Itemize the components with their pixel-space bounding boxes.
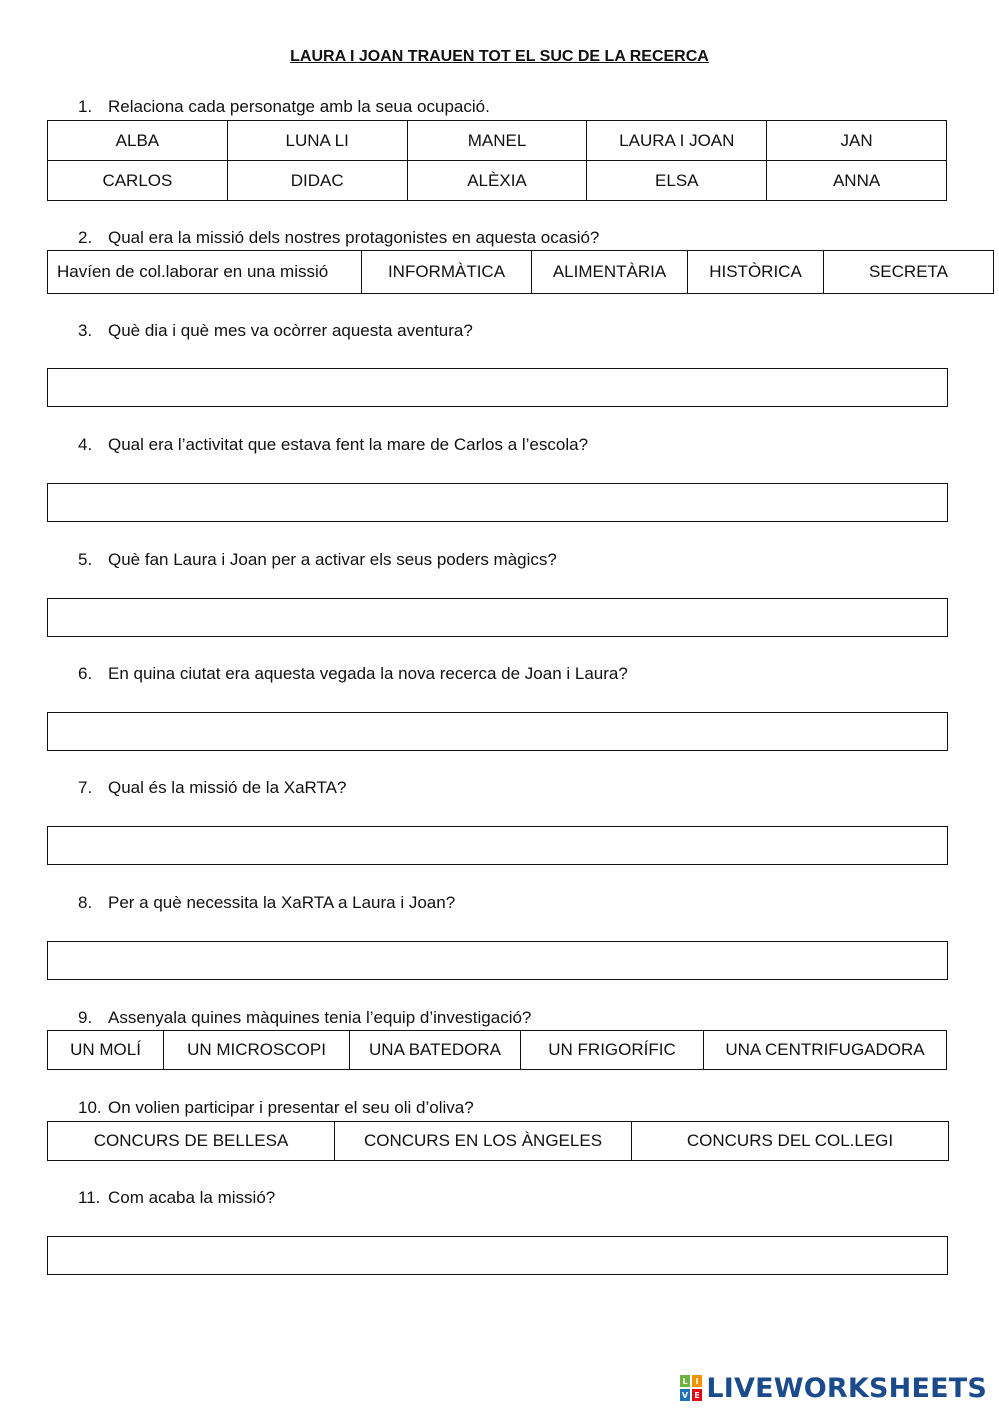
mission-table	[47, 250, 994, 294]
character-cell[interactable]: JAN	[767, 121, 947, 161]
character-cell[interactable]: ALÈXIA	[407, 161, 587, 201]
answer-field-6[interactable]	[47, 712, 948, 751]
question-5: 5. Què fan Laura i Joan per a activar els seus poders màgics?	[78, 550, 557, 569]
characters-table	[47, 120, 947, 201]
answer-field-3[interactable]	[47, 368, 948, 407]
character-cell[interactable]: MANEL	[407, 121, 587, 161]
brand-name: LIVEWORKSHEETS	[706, 1372, 987, 1404]
character-cell[interactable]: ELSA	[587, 161, 767, 201]
svg-text:I: I	[695, 1377, 699, 1386]
svg-text:L: L	[682, 1377, 688, 1386]
character-cell[interactable]: ANNA	[767, 161, 947, 201]
question-3: 3. Què dia i què mes va ocòrrer aquesta aventura?	[78, 321, 473, 340]
machine-option[interactable]: UN MOLÍ	[48, 1031, 164, 1070]
machines-table	[47, 1030, 947, 1070]
page-title: LAURA I JOAN TRAUEN TOT EL SUC DE LA RECERCA	[290, 48, 709, 65]
mission-prompt: Havíen de col.laborar en una missió	[48, 251, 362, 294]
mission-option[interactable]: SECRETA	[824, 251, 994, 294]
answer-field-11[interactable]	[47, 1236, 948, 1275]
machine-option[interactable]: UNA BATEDORA	[350, 1031, 521, 1070]
question-11: 11. Com acaba la missió?	[78, 1188, 276, 1207]
liveworksheets-brand	[680, 1372, 987, 1404]
question-9: 9. Assenyala quines màquines tenia l’equip d’investigació?	[78, 1008, 532, 1027]
answer-field-8[interactable]	[47, 941, 948, 980]
mission-option[interactable]: HISTÒRICA	[688, 251, 824, 294]
character-cell[interactable]: CARLOS	[48, 161, 228, 201]
contest-option[interactable]: CONCURS DEL COL.LEGI	[632, 1122, 949, 1161]
question-10: 10. On volien participar i presentar el seu oli d’oliva?	[78, 1098, 474, 1117]
question-4: 4. Qual era l’activitat que estava fent la mare de Carlos a l’escola?	[78, 435, 589, 454]
svg-text:V: V	[682, 1391, 689, 1400]
liveworksheets-logo-icon	[680, 1375, 702, 1401]
character-cell[interactable]: LAURA I JOAN	[587, 121, 767, 161]
question-8: 8. Per a què necessita la XaRTA a Laura i Joan?	[78, 893, 456, 912]
answer-field-4[interactable]	[47, 483, 948, 522]
question-1: 1. Relaciona cada personatge amb la seua ocupació.	[78, 97, 490, 116]
answer-field-5[interactable]	[47, 598, 948, 637]
question-6: 6. En quina ciutat era aquesta vegada la nova recerca de Joan i Laura?	[78, 664, 628, 683]
character-cell[interactable]: ALBA	[48, 121, 228, 161]
contest-option[interactable]: CONCURS DE BELLESA	[48, 1122, 335, 1161]
answer-field-7[interactable]	[47, 826, 948, 865]
machine-option[interactable]: UN MICROSCOPI	[164, 1031, 350, 1070]
contest-option[interactable]: CONCURS EN LOS ÀNGELES	[335, 1122, 632, 1161]
question-7: 7. Qual és la missió de la XaRTA?	[78, 778, 347, 797]
character-cell[interactable]: LUNA LI	[227, 121, 407, 161]
question-2: 2. Qual era la missió dels nostres protagonistes en aquesta ocasió?	[78, 228, 600, 247]
character-cell[interactable]: DIDAC	[227, 161, 407, 201]
contests-table	[47, 1121, 949, 1161]
mission-option[interactable]: ALIMENTÀRIA	[532, 251, 688, 294]
machine-option[interactable]: UN FRIGORÍFIC	[521, 1031, 704, 1070]
machine-option[interactable]: UNA CENTRIFUGADORA	[704, 1031, 947, 1070]
mission-option[interactable]: INFORMÀTICA	[362, 251, 532, 294]
svg-text:E: E	[694, 1391, 701, 1400]
